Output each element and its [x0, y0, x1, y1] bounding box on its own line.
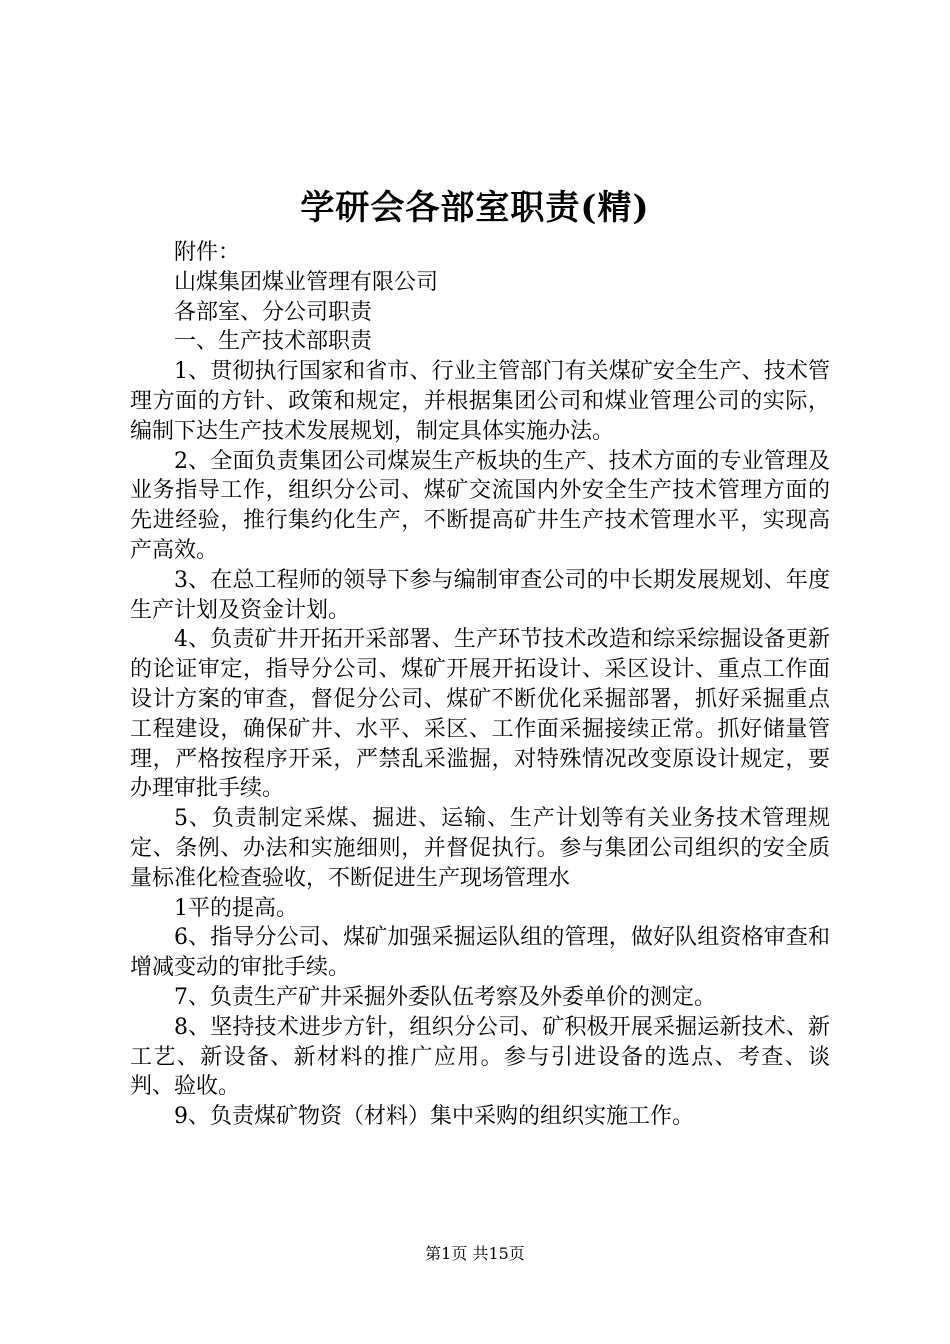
paragraph-item-9: 9、负责煤矿物资（材料）集中采购的组织实施工作。: [174, 1104, 694, 1130]
paragraph-company: 山煤集团煤业管理有限公司: [174, 269, 439, 295]
paragraph-attachment: 附件：: [174, 240, 241, 265]
paragraph-item-8: 8、坚持技术进步方针，组织分公司、矿积极开展采掘运新技术、新工艺、新设备、新材料的推广应用。参与引进设备的选点、考查、谈判、验收。: [130, 1014, 830, 1100]
paragraph-item-5: 5、负责制定采煤、掘进、运输、生产计划等有关业务技术管理规定、条例、办法和实施细则，并督促执行。参与集团公司组织的安全质量标准化检查验收，不断促进生产现场管理水: [130, 806, 830, 891]
paragraph-item-2: 2、全面负责集团公司煤炭生产板块的生产、技术方面的专业管理及业务指导工作，组织分公司、煤矿交流国内外安全生产技术管理方面的先进经验，推行集约化生产，不断提高矿井生产技术管理水平，实现高产高效。: [130, 448, 830, 563]
section-heading: 一、生产技术部职责: [174, 329, 373, 355]
paragraph-item-3: 3、在总工程师的领导下参与编制审查公司的中长期发展规划、年度生产计划及资金计划。: [130, 567, 830, 623]
document-title: 学研会各部室职责(精): [300, 188, 650, 228]
page-footer: 第1页 共15页: [425, 1244, 525, 1263]
paragraph-item-1: 1、贯彻执行国家和省市、行业主管部门有关煤矿安全生产、技术管理方面的方针、政策和规定，并根据集团公司和煤业管理公司的实际，编制下达生产技术发展规划，制定具体实施办法。: [130, 359, 830, 444]
paragraph-item-5-cont: 1平的提高。: [174, 895, 298, 921]
paragraph-item-7: 7、负责生产矿井采掘外委队伍考察及外委单价的测定。: [174, 984, 716, 1010]
paragraph-subtitle: 各部室、分公司职责: [174, 299, 373, 325]
paragraph-item-6: 6、指导分公司、煤矿加强采掘运队组的管理，做好队组资格审查和增减变动的审批手续。: [130, 925, 830, 981]
document-body: [130, 238, 830, 1132]
paragraph-item-4: 4、负责矿井开拓开采部署、生产环节技术改造和综采综掘设备更新的论证审定，指导分公司、煤矿开展开拓设计、采区设计、重点工作面设计方案的审查，督促分公司、煤矿不断优化采掘部署，抓好采掘重点工程建设，确保矿井、水平、采区、工作面采掘接续正常。抓好储量管理，严格按程序开采，严禁乱采滥掘，对特殊情况改变原设计规定，要办理审批手续。: [130, 627, 830, 802]
